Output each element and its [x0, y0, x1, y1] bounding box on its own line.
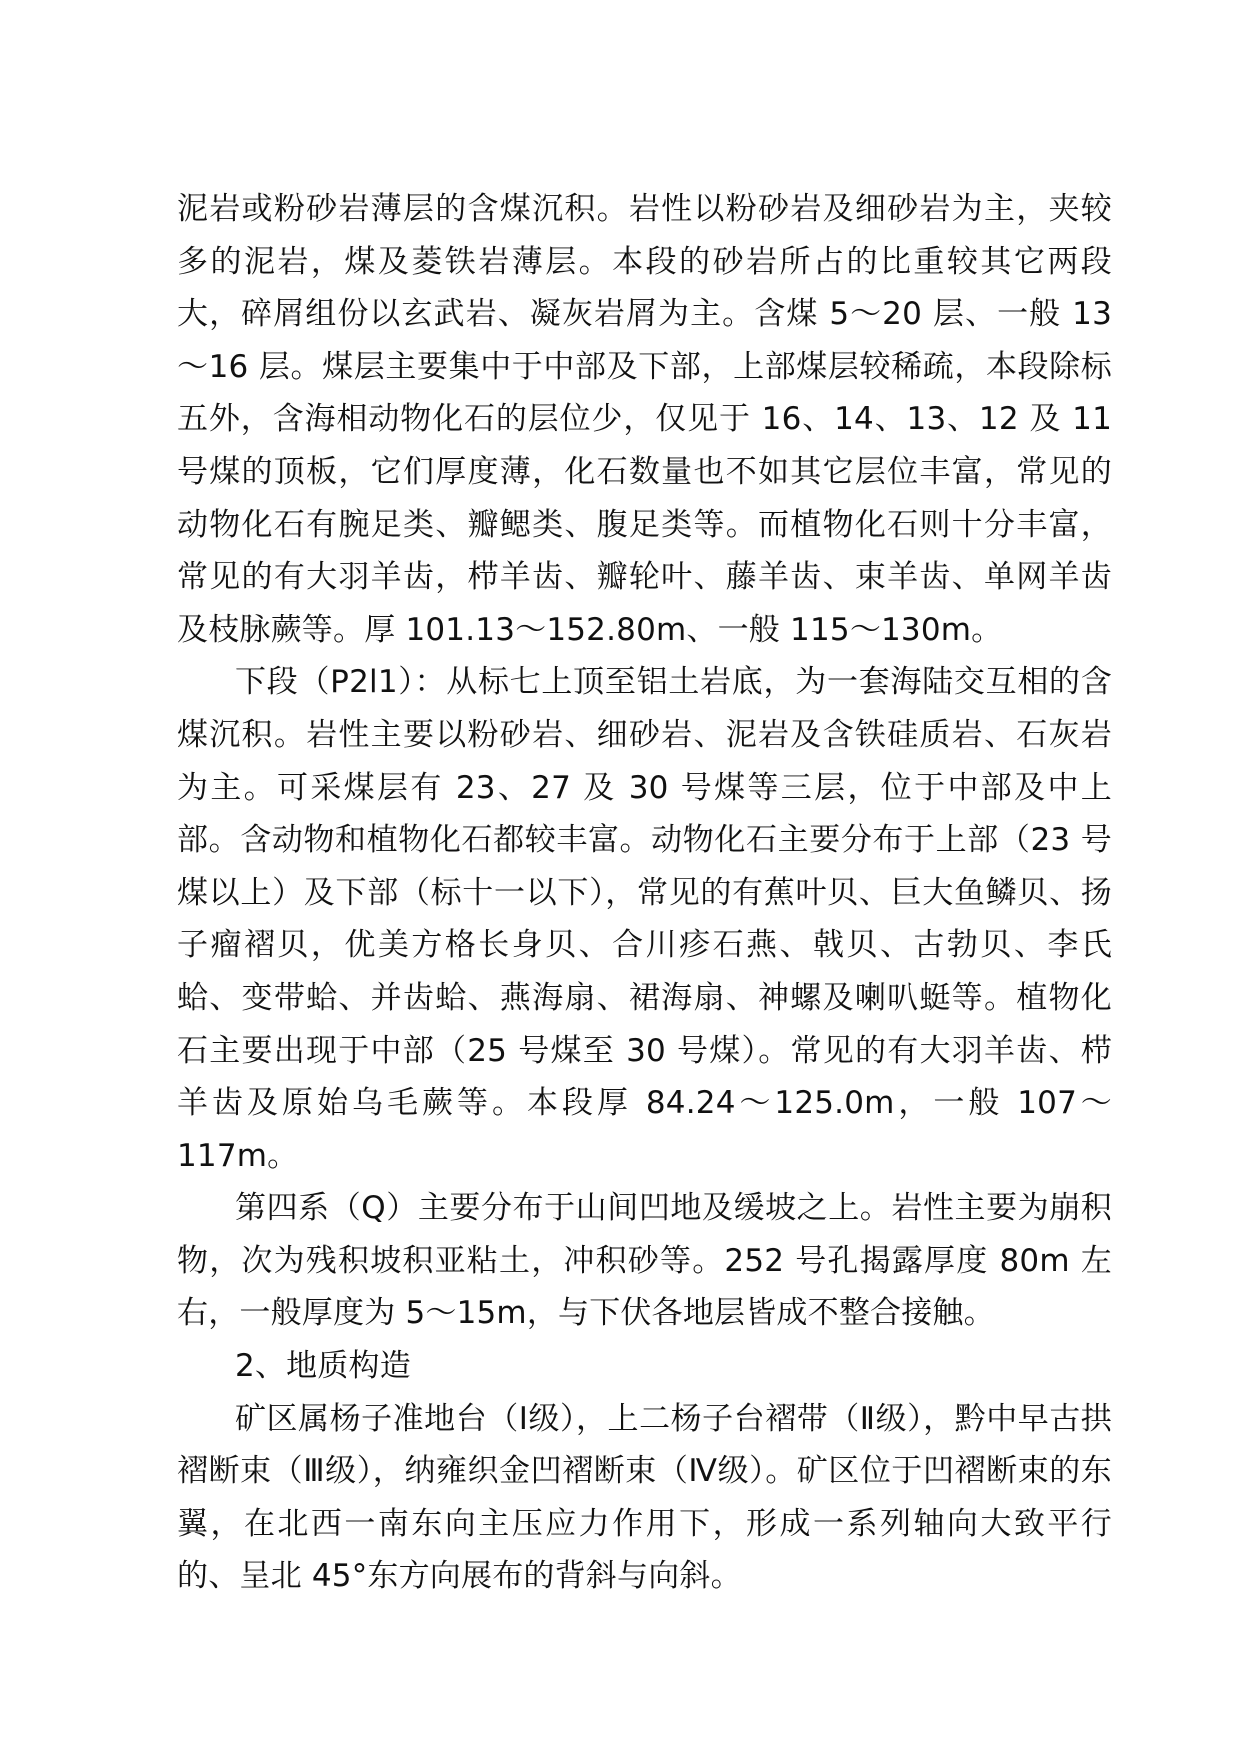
paragraph-structure-description: 矿区属杨子准地台（Ⅰ级），上二杨子台褶带（Ⅱ级），黔中早古拱褶断束（Ⅲ级），纳雍织金凹褶断束（Ⅳ级）。矿区位于凹褶断束的东翼，在北西一南东向主压应力作用下，形成一系列轴向大致平行的、呈北 45°东方向展布的背斜与向斜。 — [177, 1400, 1112, 1595]
document-body — [177, 183, 1112, 1603]
paragraph-lower-member: 下段（P2l1）：从标七上顶至铝土岩底，为一套海陆交互相的含煤沉积。岩性主要以粉砂岩、细砂岩、泥岩及含铁硅质岩、石灰岩为主。可采煤层有 23、27 及 30 号煤等三层，位于中部及中上部。含动物和植物化石都较丰富。动物化石主要分布于上部（23 号煤以上）及下部（标十一以下），常见的有蕉叶贝、巨大鱼鳞贝、扬子瘤褶贝，优美方格长身贝、合川疹石燕、戟贝、古勃贝、李氏蛤、变带蛤、并齿蛤、燕海扇、裙海扇、神螺及喇叭蜓等。植物化石主要出现于中部（25 号煤至 30 号煤）。常见的有大羽羊齿、栉羊齿及原始乌毛蕨等。本段厚 84.24～125.0m，一般 107～117m。 — [177, 664, 1112, 1174]
section-heading-geologic-structure: 2、地质构造 — [235, 1348, 411, 1385]
paragraph-upper-member-continued: 泥岩或粉砂岩薄层的含煤沉积。岩性以粉砂岩及细砂岩为主，夹较多的泥岩，煤及菱铁岩薄层。本段的砂岩所占的比重较其它两段大，碎屑组份以玄武岩、凝灰岩屑为主。含煤 5～20 层、一般 13～16 层。煤层主要集中于中部及下部，上部煤层较稀疏，本段除标五外，含海相动物化石的层位少，仅见于 16、14、13、12 及 11 号煤的顶板，它们厚度薄，化石数量也不如其它层位丰富，常见的动物化石有腕足类、瓣鳃类、腹足类等。而植物化石则十分丰富，常见的有大羽羊齿，栉羊齿、瓣轮叶、藤羊齿、束羊齿、单网羊齿及枝脉蕨等。厚 101.13～152.80m、一般 115～130m。 — [177, 191, 1112, 648]
paragraph-quaternary: 第四系（Q）主要分布于山间凹地及缓坡之上。岩性主要为崩积物，次为残积坡积亚粘土，冲积砂等。252 号孔揭露厚度 80m 左右，一般厚度为 5～15m，与下伏各地层皆成不整合接触。 — [177, 1190, 1112, 1332]
